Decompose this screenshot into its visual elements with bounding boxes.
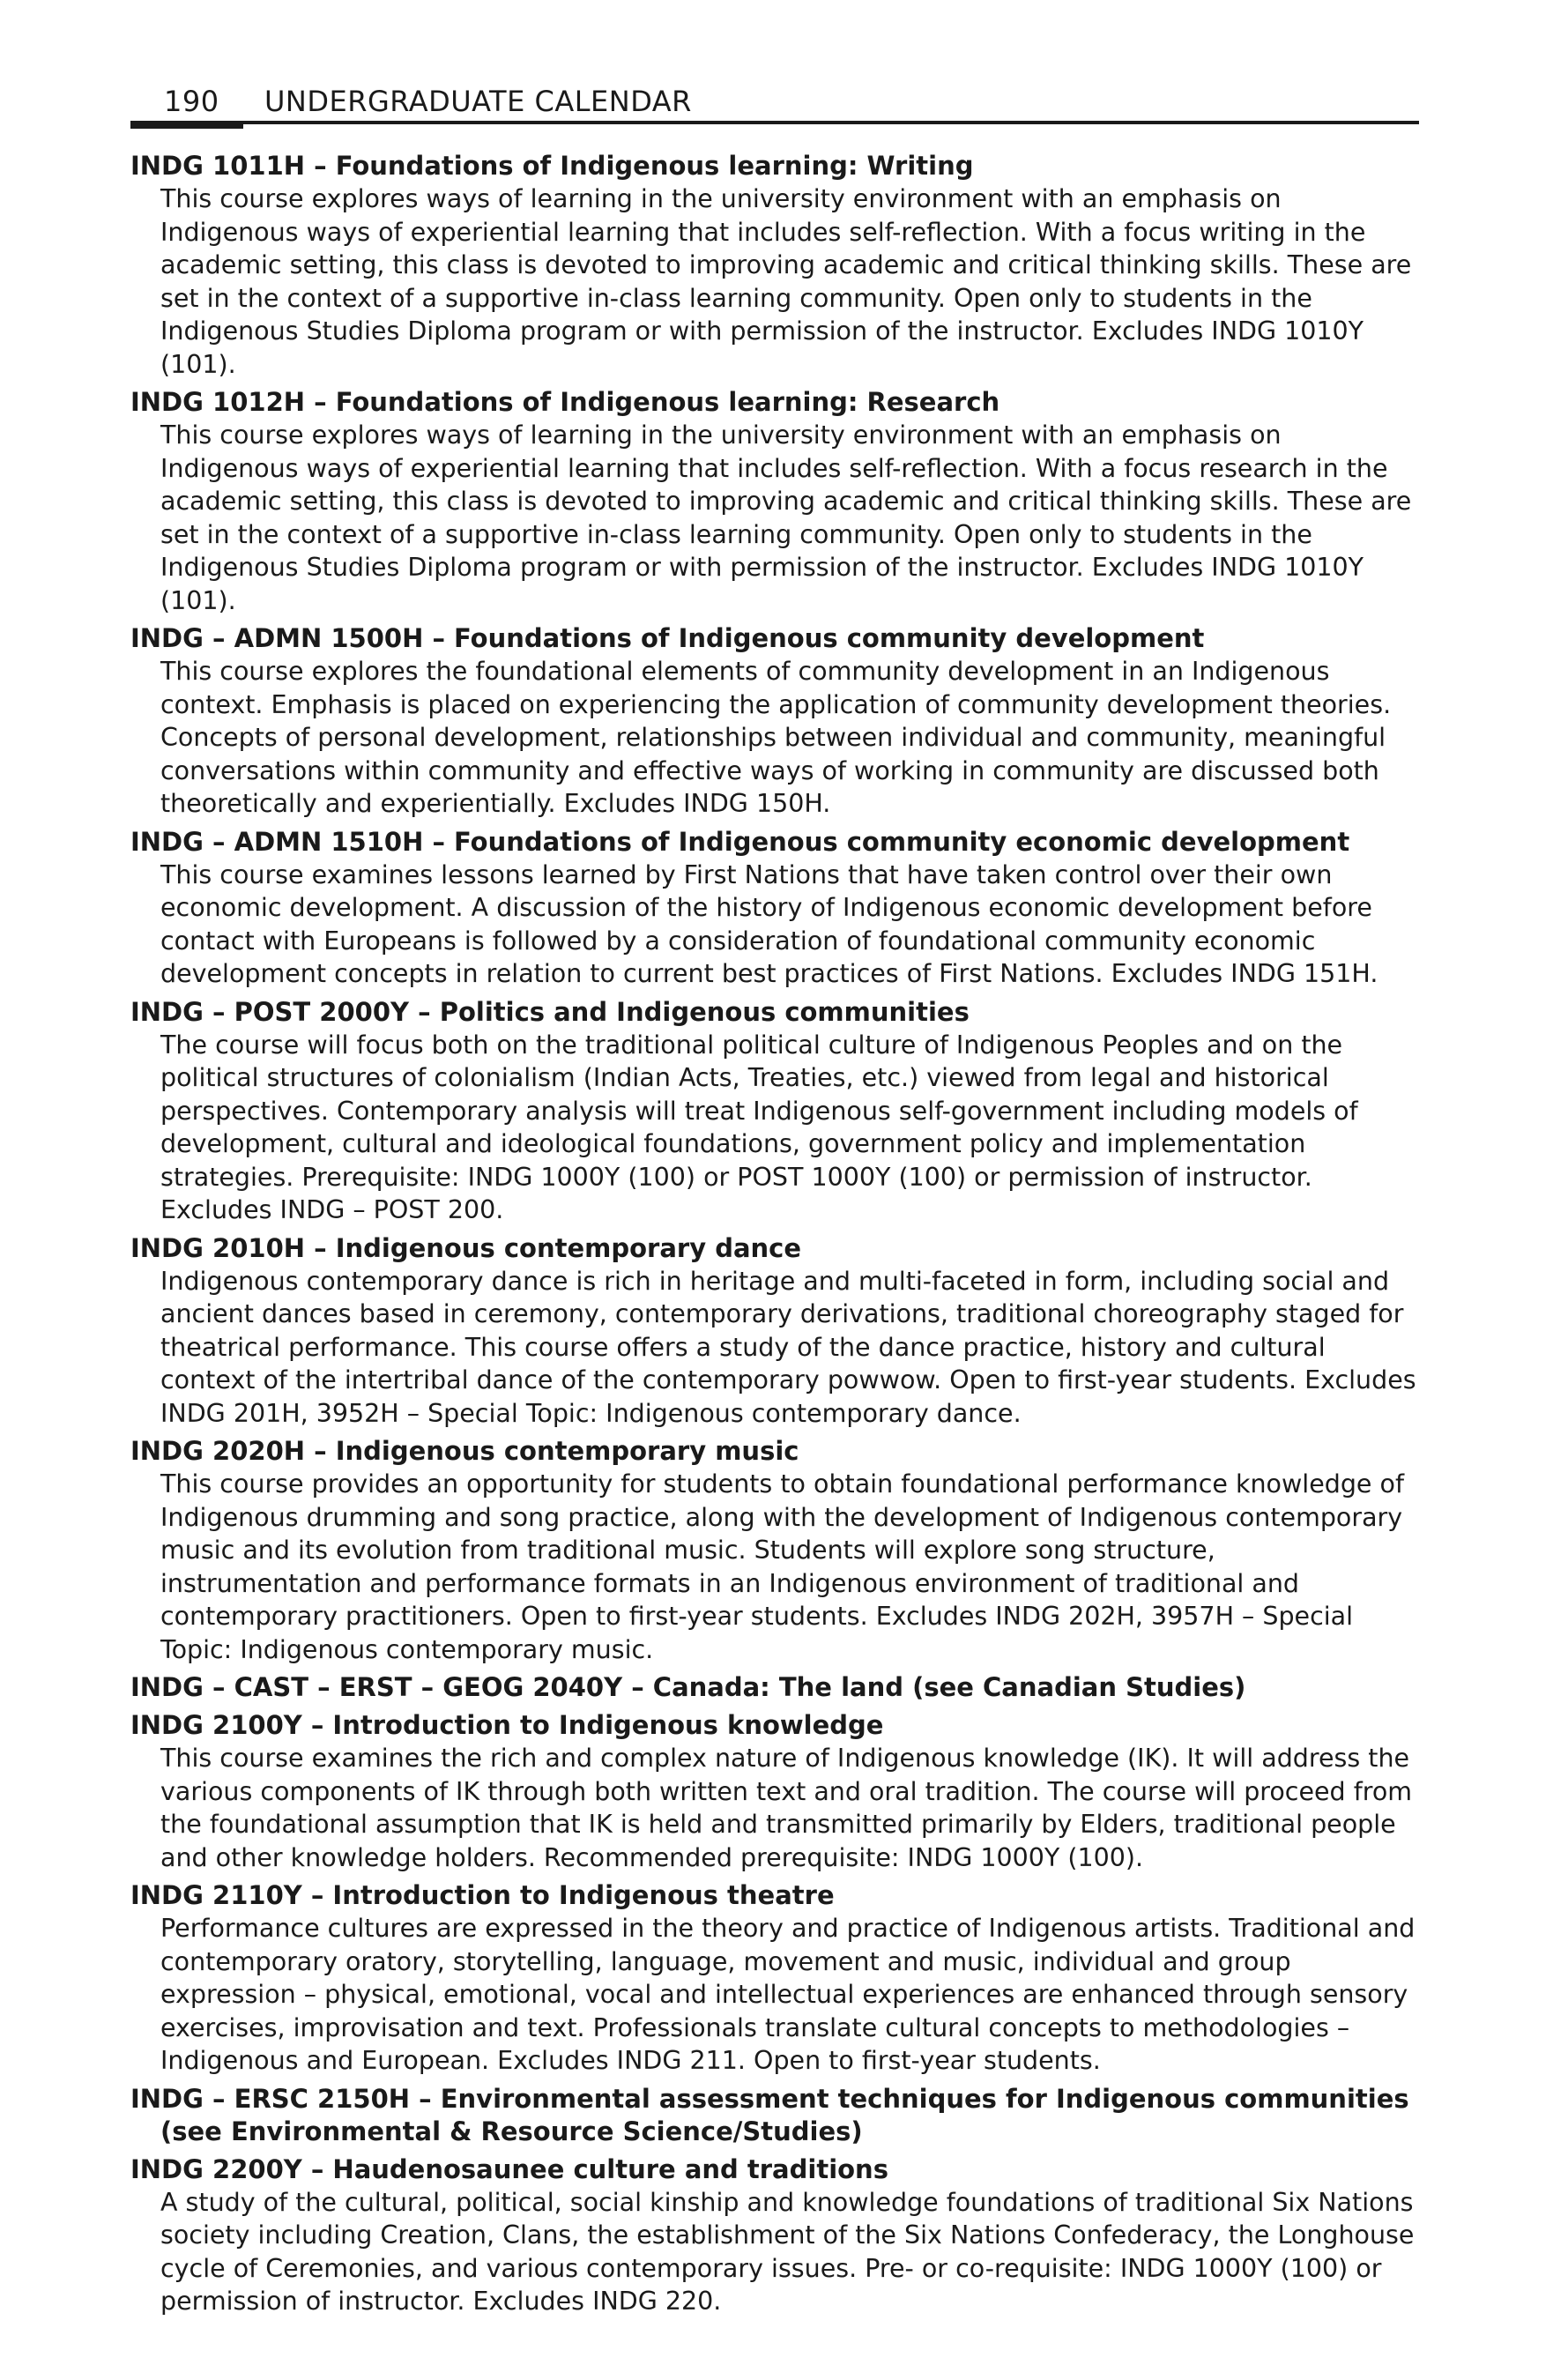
course-entry (130, 1232, 1419, 1431)
course-title: INDG 1011H – Foundations of Indigenous learning: Writing (130, 151, 974, 181)
page-number: 190 (164, 85, 219, 118)
course-description: Performance cultures are expressed in the theory and practice of Indigenous artists. Traditional and contemporary oratory, storytelling, language, movement and music, individual and group expression – physical, emotional, vocal and intellectual experiences are enhanced through sensory exercises, improvisation and text. Professionals translate cultural concepts to methodologies – Indigenous and European. Excludes INDG 211. Open to first-year students. (160, 1914, 1416, 2075)
course-entry (130, 1671, 1419, 1704)
course-description: This course explores ways of learning in the university environment with an emphasis on Indigenous ways of experiential learning that includes self-reflection. With a focus research in the academic setting, this class is devoted to improving academic and critical thinking skills. These are set in the context of a supportive in-class learning community. Open only to students in the Indigenous Studies Diploma program or with permission of the instructor. Excludes INDG 1010Y (101). (160, 420, 1412, 615)
course-entry (130, 622, 1419, 821)
course-title: INDG 2200Y – Haudenosaunee culture and traditions (130, 2153, 888, 2184)
course-description: The course will focus both on the traditional political culture of Indigenous Peoples and on the political structures of colonialism (Indian Acts, Treaties, etc.) viewed from legal and historical perspectives. Contemporary analysis will treat Indigenous self-government including models of development, cultural and ideological foundations, government policy and implementation strategies. Prerequisite: INDG 1000Y (100) or POST 1000Y (100) or permission of instructor. Excludes INDG – POST 200. (160, 1030, 1358, 1224)
course-description: A study of the cultural, political, social kinship and knowledge foundations of traditional Six Nations society including Creation, Clans, the establishment of the Six Nations Confederacy, the Longhouse cycle of Ceremonies, and various contemporary issues. Pre- or co-requisite: INDG 1000Y (100) or permission of instructor. Excludes INDG 220. (160, 2187, 1415, 2316)
page-header (130, 78, 1419, 127)
course-title: INDG – CAST – ERST – GEOG 2040Y – Canada: The land (see Canadian Studies) (130, 1672, 1246, 1702)
course-entry (130, 826, 1419, 991)
course-description: This course explores the foundational elements of community development in an Indigenous context. Emphasis is placed on experiencing the application of community development theories. Concepts of personal development, relationships between individual and community, meaningful conversations within community and effective ways of working in community are discussed both theoretically and experientially. Excludes INDG 150H. (160, 657, 1392, 818)
course-description: Indigenous contemporary dance is rich in heritage and multi-faceted in form, including social and ancient dances based in ceremony, contemporary derivations, traditional choreography staged for theatrical performance. This course offers a study of the dance practice, history and cultural context of the intertribal dance of the contemporary powwow. Open to first-year students. Excludes INDG 201H, 3952H – Special Topic: Indigenous contemporary dance. (160, 1266, 1416, 1428)
course-title: INDG 2110Y – Introduction to Indigenous theatre (130, 1880, 835, 1910)
course-title: INDG 2100Y – Introduction to Indigenous knowledge (130, 1710, 884, 1740)
course-description: This course provides an opportunity for students to obtain foundational performance knowledge of Indigenous drumming and song practice, along with the development of Indigenous contemporary music and its evolution from traditional music. Students will explore song structure, instrumentation and performance formats in an Indigenous environment of traditional and contemporary practitioners. Open to first-year students. Excludes INDG 202H, 3957H – Special Topic: Indigenous contemporary music. (160, 1469, 1405, 1664)
course-entry (130, 1435, 1419, 1666)
course-description: This course explores ways of learning in the university environment with an emphasis on Indigenous ways of experiential learning that includes self-reflection. With a focus writing in the academic setting, this class is devoted to improving academic and critical thinking skills. These are set in the context of a supportive in-class learning community. Open only to students in the Indigenous Studies Diploma program or with permission of the instructor. Excludes INDG 1010Y (101). (160, 184, 1412, 379)
course-title: INDG – ADMN 1510H – Foundations of Indigenous community economic development (130, 826, 1350, 857)
course-entry (130, 1709, 1419, 1874)
course-entry (130, 996, 1419, 1227)
header-rule (130, 121, 1419, 124)
course-title: INDG – ERSC 2150H – Environmental assessment techniques for Indigenous communities (see Environmental & Resource Science/Studies) (130, 2083, 1409, 2146)
course-entry (130, 2153, 1419, 2318)
header-rule-tab (130, 121, 243, 129)
course-title: INDG 2020H – Indigenous contemporary music (130, 1436, 799, 1466)
course-entry (130, 150, 1419, 381)
course-title: INDG 2010H – Indigenous contemporary dance (130, 1232, 802, 1263)
running-head: UNDERGRADUATE CALENDAR (264, 85, 692, 118)
course-list (130, 150, 1419, 2318)
course-title: INDG 1012H – Foundations of Indigenous learning: Research (130, 387, 1000, 417)
course-entry (130, 2083, 1419, 2148)
course-entry (130, 1879, 1419, 2078)
course-title: INDG – ADMN 1500H – Foundations of Indigenous community development (130, 623, 1205, 653)
course-entry (130, 386, 1419, 617)
course-description: This course examines the rich and complex nature of Indigenous knowledge (IK). It will address the various components of IK through both written text and oral tradition. The course will proceed from the foundational assumption that IK is held and transmitted primarily by Elders, traditional people and other knowledge holders. Recommended prerequisite: INDG 1000Y (100). (160, 1744, 1413, 1872)
calendar-page (130, 78, 1419, 2324)
course-description: This course examines lessons learned by First Nations that have taken control over their own economic development. A discussion of the history of Indigenous economic development before contact with Europeans is followed by a consideration of foundational community economic development concepts in relation to current best practices of First Nations. Excludes INDG 151H. (160, 859, 1378, 988)
course-title: INDG – POST 2000Y – Politics and Indigenous communities (130, 996, 970, 1027)
